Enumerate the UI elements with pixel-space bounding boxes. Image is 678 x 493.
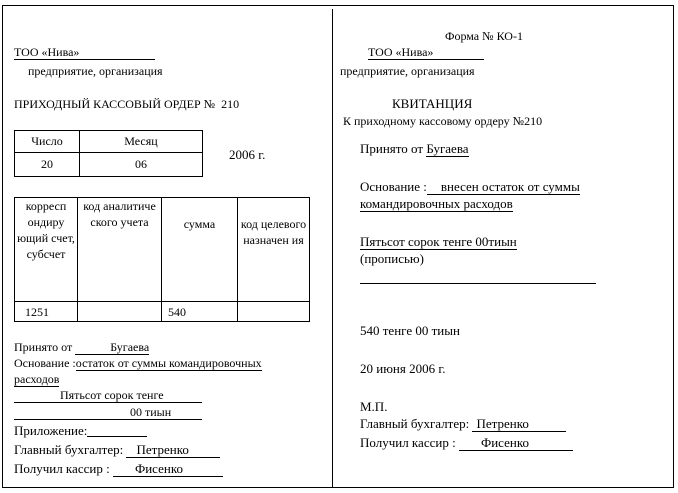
left-org-caption: предприятие, организация	[28, 64, 163, 78]
form-label: Форма № КО-1	[445, 29, 523, 43]
right-date: 20 июня 2006 г.	[360, 361, 446, 376]
receipt-title: КВИТАНЦИЯ	[392, 96, 473, 111]
acc-sum-value: 540	[162, 302, 238, 322]
right-basis: Основание : внесен остаток от суммы	[360, 179, 580, 194]
date-month: 06	[80, 153, 203, 177]
right-basis-line2: командировочных расходов	[360, 196, 513, 211]
left-org-name: ТОО «Нива»	[14, 45, 155, 60]
left-chief-accountant: Главный бухгалтер: Петренко	[14, 442, 220, 458]
acc-header-target: код целевого назначен ия	[238, 198, 310, 302]
receipt-subtitle: К приходному кассовому ордеру №210	[343, 114, 543, 128]
left-order-title: ПРИХОДНЫЙ КАССОВЫЙ ОРДЕР № 210	[14, 97, 240, 111]
left-attachment: Приложение:	[14, 423, 147, 438]
left-basis-line2: расходов	[14, 372, 60, 386]
page-divider	[332, 9, 333, 487]
right-cashier: Получил кассир : Фисенко	[360, 435, 573, 451]
right-received-from: Принято от Бугаева	[360, 141, 469, 156]
date-header-day: Число	[15, 131, 80, 153]
left-basis: Основание :остаток от суммы командировочных	[14, 356, 262, 370]
left-amount-words: Пятьсот сорок тенге	[14, 388, 202, 403]
right-amount-digits: 540 тенге 00 тиын	[360, 323, 460, 338]
left-cashier: Получил кассир : Фисенко	[14, 461, 223, 477]
right-amount-words: Пятьсот сорок тенге 00тиын	[360, 234, 517, 249]
acc-corr-value: 1251	[15, 302, 78, 322]
date-table	[14, 130, 203, 177]
acc-header-sum: сумма	[162, 198, 238, 302]
right-org-caption: предприятие, организация	[340, 64, 475, 78]
right-chief-accountant: Главный бухгалтер: Петренко	[360, 416, 566, 432]
acc-analytic-value	[78, 302, 162, 322]
left-order-number: 210	[221, 97, 240, 111]
right-org-name: ТОО «Нива»	[368, 45, 484, 60]
date-header-month: Месяц	[80, 131, 203, 153]
acc-header-corr: корресп ондиру ющий счет, субсчет	[15, 198, 78, 302]
acc-header-analytic: код аналитиче ского учета	[78, 198, 162, 302]
left-received-from: Принято от Бугаева	[14, 340, 150, 354]
date-day: 20	[15, 153, 80, 177]
acc-target-value	[238, 302, 310, 322]
left-amount-tiyn: 00 тиын	[14, 405, 202, 420]
right-amount-caption: (прописью)	[360, 251, 424, 266]
left-year: 2006 г.	[229, 147, 266, 162]
stamp-label: М.П.	[360, 399, 388, 414]
amount-line	[360, 283, 596, 284]
accounts-table	[14, 197, 310, 322]
